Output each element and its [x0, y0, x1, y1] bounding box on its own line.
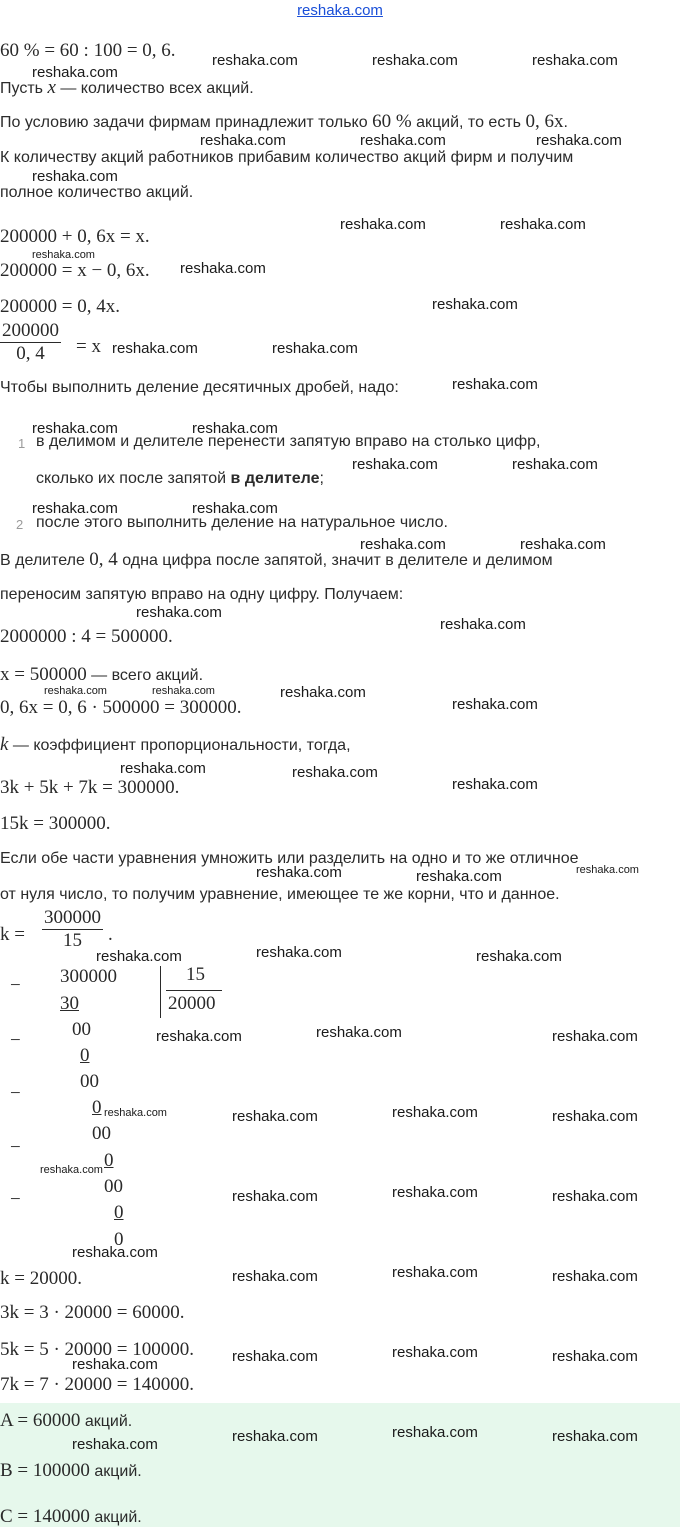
watermark: reshaka.com: [292, 764, 378, 781]
result-3k: 3k = 3 · 20000 = 60000.: [0, 1302, 185, 1323]
watermark: reshaka.com: [72, 1436, 158, 1453]
percent-equation: 60 % = 60 : 100 = 0, 6.: [0, 40, 176, 61]
fraction-200000-over-04: [0, 320, 61, 365]
divisor-underline: [166, 990, 222, 991]
watermark: reshaka.com: [156, 1028, 242, 1045]
watermark: reshaka.com: [576, 864, 639, 876]
watermark: reshaka.com: [40, 1164, 103, 1176]
watermark: reshaka.com: [476, 948, 562, 965]
result-k: k = 20000.: [0, 1268, 82, 1289]
watermark: reshaka.com: [432, 296, 518, 313]
watermark: reshaka.com: [392, 1104, 478, 1121]
watermark: reshaka.com: [280, 684, 366, 701]
watermark: reshaka.com: [72, 1356, 158, 1373]
equation: 0, 6x = 0, 6 · 500000 = 300000.: [0, 697, 242, 718]
minus-sign: −: [10, 1083, 21, 1104]
watermark: reshaka.com: [392, 1264, 478, 1281]
minus-sign: −: [10, 1189, 21, 1210]
watermark: reshaka.com: [552, 1028, 638, 1045]
watermark: reshaka.com: [192, 420, 278, 437]
watermark: reshaka.com: [340, 216, 426, 233]
watermark: reshaka.com: [232, 1348, 318, 1365]
text: В делителе: [0, 552, 90, 569]
math-04: 0, 4: [89, 549, 118, 570]
list-item-1-cont: [36, 470, 324, 488]
text: акций, то есть: [411, 114, 526, 131]
math: A = 60000: [0, 1410, 81, 1431]
watermark: reshaka.com: [352, 456, 438, 473]
result-7k: 7k = 7 · 20000 = 140000.: [0, 1374, 195, 1395]
text-line: К количеству акций работников прибавим количество акций фирм и получим: [0, 149, 574, 166]
watermark: reshaka.com: [120, 760, 206, 777]
bold-text: в делителе: [230, 470, 320, 487]
result-5k: 5k = 5 · 20000 = 100000.: [0, 1339, 195, 1360]
watermark: reshaka.com: [500, 216, 586, 233]
answer-c: [0, 1506, 142, 1528]
math-percent: 60 %: [372, 111, 412, 132]
text: По условию задачи фирмам принадлежит только: [0, 114, 373, 131]
equation: 15k = 300000.: [0, 813, 111, 834]
watermark: reshaka.com: [32, 249, 95, 261]
watermark: reshaka.com: [232, 1268, 318, 1285]
watermark: reshaka.com: [392, 1344, 478, 1361]
watermark: reshaka.com: [552, 1348, 638, 1365]
math: C = 140000: [0, 1506, 90, 1527]
dividend: 300000: [60, 966, 117, 987]
watermark: reshaka.com: [96, 948, 182, 965]
text-line: переносим запятую вправо на одну цифру. Получаем:: [0, 586, 404, 603]
watermark: reshaka.com: [104, 1107, 167, 1119]
text-line: полное количество акций.: [0, 184, 194, 201]
watermark: reshaka.com: [232, 1108, 318, 1125]
watermark: reshaka.com: [316, 1024, 402, 1041]
equals-x: = x: [76, 336, 101, 357]
watermark: reshaka.com: [72, 1244, 158, 1261]
watermark: reshaka.com: [112, 340, 198, 357]
k-equals: k =: [0, 924, 25, 945]
equation: 200000 + 0, 6x = x.: [0, 226, 150, 247]
coefficient-line: [0, 734, 351, 756]
text: одна цифра после запятой, значит в делителе и делимом: [117, 552, 553, 569]
text-line: Если обе части уравнения умножить или разделить на одно и то же отличное: [0, 850, 579, 867]
site-link[interactable]: reshaka.com: [297, 2, 383, 19]
minus-sign: −: [10, 1030, 21, 1051]
watermark: reshaka.com: [392, 1184, 478, 1201]
condition-line: [0, 111, 568, 133]
watermark: reshaka.com: [272, 340, 358, 357]
watermark: reshaka.com: [532, 52, 618, 69]
text: — коэффициент пропорциональности, тогда,: [8, 737, 351, 754]
text-line: от нуля число, то получим уравнение, имеющее те же корни, что и данное.: [0, 886, 560, 903]
watermark: reshaka.com: [552, 1188, 638, 1205]
watermark: reshaka.com: [32, 500, 118, 517]
divisor-line: [0, 549, 553, 571]
division-step: 0: [92, 1097, 102, 1118]
watermark: reshaka.com: [256, 864, 342, 881]
text: акций.: [89, 1509, 142, 1526]
watermark: reshaka.com: [152, 685, 215, 697]
watermark: reshaka.com: [256, 944, 342, 961]
list-item-1: в делимом и делителе перенести запятую вправо на столько цифр,: [36, 433, 541, 450]
text: ;: [319, 470, 324, 487]
watermark: reshaka.com: [416, 868, 502, 885]
total-shares-line: [0, 664, 203, 686]
list-number: 1: [18, 436, 26, 451]
list-item-2: после этого выполнить деление на натуральное число.: [36, 514, 448, 531]
text: Пусть: [0, 80, 48, 97]
division-step: 00: [92, 1123, 111, 1144]
equation: 2000000 : 4 = 500000.: [0, 626, 173, 647]
text: — всего акций.: [86, 667, 204, 684]
watermark: reshaka.com: [372, 52, 458, 69]
watermark: reshaka.com: [512, 456, 598, 473]
watermark: reshaka.com: [520, 536, 606, 553]
division-step: 0: [80, 1045, 90, 1066]
watermark: reshaka.com: [180, 260, 266, 277]
fraction-300000-over-15: [42, 907, 103, 952]
division-step: 00: [104, 1176, 123, 1197]
watermark: reshaka.com: [552, 1428, 638, 1445]
minus-sign: −: [10, 975, 21, 996]
watermark: reshaka.com: [232, 1428, 318, 1445]
watermark: reshaka.com: [392, 1424, 478, 1441]
math: B = 100000: [0, 1460, 90, 1481]
minus-sign: −: [10, 1137, 21, 1158]
text: акций.: [89, 1463, 142, 1480]
math-06x: 0, 6x: [525, 111, 564, 132]
list-number: 2: [16, 517, 24, 532]
watermark: reshaka.com: [232, 1188, 318, 1205]
division-remainder: 0: [114, 1229, 124, 1250]
watermark: reshaka.com: [440, 616, 526, 633]
text-line: Чтобы выполнить деление десятичных дробей, надо:: [0, 379, 399, 396]
denominator: 0, 4: [16, 343, 45, 364]
watermark: reshaka.com: [192, 500, 278, 517]
text: акций.: [80, 1413, 133, 1430]
equation: 200000 = 0, 4x.: [0, 296, 120, 317]
equation: 200000 = x − 0, 6x.: [0, 260, 150, 281]
division-bar: [160, 966, 161, 1018]
watermark: reshaka.com: [360, 132, 446, 149]
numerator: 200000: [2, 320, 59, 341]
quotient: 20000: [168, 993, 216, 1014]
equation: 3k + 5k + 7k = 300000.: [0, 777, 180, 798]
watermark: reshaka.com: [136, 604, 222, 621]
watermark: reshaka.com: [536, 132, 622, 149]
division-step: 0: [104, 1150, 114, 1171]
watermark: reshaka.com: [452, 776, 538, 793]
watermark: reshaka.com: [212, 52, 298, 69]
math-k: k: [0, 734, 9, 755]
division-step: 00: [80, 1071, 99, 1092]
watermark: reshaka.com: [552, 1108, 638, 1125]
answer-b: [0, 1460, 142, 1482]
division-step: 0: [114, 1202, 124, 1223]
watermark: reshaka.com: [452, 696, 538, 713]
watermark: reshaka.com: [32, 420, 118, 437]
denominator: 15: [63, 930, 82, 951]
division-step: 30: [60, 993, 79, 1014]
watermark: reshaka.com: [32, 64, 118, 81]
math: x = 500000: [0, 664, 87, 685]
period: .: [108, 924, 113, 945]
watermark: reshaka.com: [452, 376, 538, 393]
watermark: reshaka.com: [552, 1268, 638, 1285]
watermark: reshaka.com: [44, 685, 107, 697]
text: сколько их после запятой: [36, 470, 231, 487]
watermark: reshaka.com: [200, 132, 286, 149]
watermark: reshaka.com: [32, 168, 118, 185]
answer-a: [0, 1410, 132, 1432]
text: — количество всех акций.: [55, 80, 254, 97]
text: .: [563, 114, 568, 131]
watermark: reshaka.com: [360, 536, 446, 553]
division-step: 00: [72, 1019, 91, 1040]
math-x: x: [47, 77, 56, 98]
numerator: 300000: [44, 907, 101, 928]
divisor: 15: [186, 964, 205, 985]
